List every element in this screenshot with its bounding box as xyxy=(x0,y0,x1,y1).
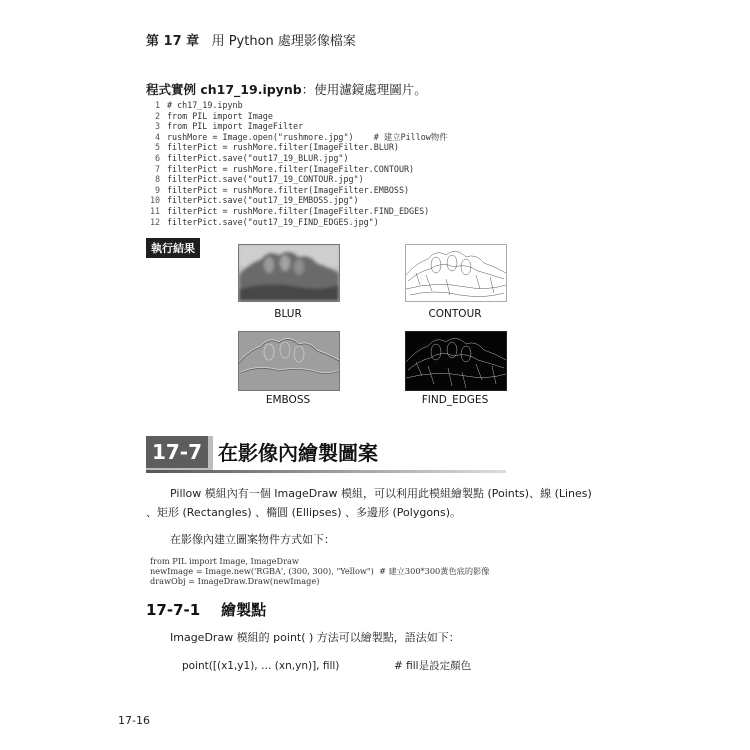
code-line xyxy=(150,217,448,228)
section-number: 17-7 xyxy=(146,436,213,472)
line-number: 8 xyxy=(154,174,160,185)
chapter-title: 用 Python 處理影像檔案 xyxy=(211,34,356,49)
code-line xyxy=(150,164,448,175)
line-number: 3 xyxy=(154,121,160,132)
code-text: filterPict = rushMore.filter(ImageFilter.EMBOSS) xyxy=(167,184,410,195)
code-snippet xyxy=(150,556,489,586)
subsection-heading xyxy=(146,599,266,620)
snippet-line: newImage = Image.new('RGBA', (300, 300), "Yellow") # 建立300*300黃色底的影像 xyxy=(150,566,490,576)
line-number: 2 xyxy=(154,110,160,121)
contour-image xyxy=(405,244,507,302)
snippet-line: drawObj = ImageDraw.Draw(newImage) xyxy=(150,576,320,586)
code-text: filterPict.save("out17_19_EMBOSS.jpg") xyxy=(167,195,359,206)
paragraph-1-line-1: Pillow 模組內有一個 ImageDraw 模組，可以利用此模組繪製點 (Points)、線 (Lines) xyxy=(170,487,592,500)
example-title: 程式實例 ch17_19.ipynb xyxy=(146,82,302,97)
code-text: from PIL import Image xyxy=(167,110,273,121)
page-header xyxy=(146,30,356,49)
example-heading xyxy=(146,80,427,98)
line-number: 6 xyxy=(154,152,160,163)
blur-caption: BLUR xyxy=(274,308,302,320)
emboss-caption: EMBOSS xyxy=(265,394,311,406)
code-text: filterPict.save("out17_19_BLUR.jpg") xyxy=(167,152,349,163)
code-text: filterPict = rushMore.filter(ImageFilter.FIND_EDGES) xyxy=(167,205,430,216)
paragraph-2: 在影像內建立圖案物件方式如下： xyxy=(170,533,335,546)
paragraph-3: ImageDraw 模組的 point( ) 方法可以繪製點，語法如下： xyxy=(170,631,460,644)
example-desc: ：使用濾鏡處理圖片。 xyxy=(301,82,427,97)
code-text: filterPict.save("out17_19_FIND_EDGES.jpg") xyxy=(167,216,379,227)
line-number: 7 xyxy=(154,163,160,174)
code-text: from PIL import ImageFilter xyxy=(167,121,304,132)
subsection-title: 繪製點 xyxy=(221,601,267,619)
blur-image xyxy=(238,244,340,302)
contour-caption: CONTOUR xyxy=(428,308,482,320)
line-number: 11 xyxy=(150,205,161,216)
code-line xyxy=(150,206,448,217)
paragraph-1-line-2: 、矩形 (Rectangles) 、橢圓 (Ellipses) 、多邊形 (Polygons)。 xyxy=(146,506,462,519)
line-number: 10 xyxy=(150,195,161,206)
code-line xyxy=(150,132,448,143)
emboss-image xyxy=(238,331,340,391)
page-number: 17-16 xyxy=(118,714,150,727)
section-title: 在影像內繪製圖案 xyxy=(218,441,378,465)
code-listing xyxy=(150,100,448,227)
code-line xyxy=(150,121,448,132)
code-text: rushMore = Image.open("rushmore.jpg") # 建立Pillow物件 xyxy=(167,131,448,142)
code-text: filterPict = rushMore.filter(ImageFilter.BLUR) xyxy=(167,142,399,153)
subsection-number: 17-7-1 xyxy=(146,601,201,619)
line-number: 9 xyxy=(154,184,160,195)
code-line xyxy=(150,111,448,122)
code-text: # ch17_19.ipynb xyxy=(167,100,243,110)
snippet-line: from PIL import Image, ImageDraw xyxy=(150,556,299,566)
line-number: 4 xyxy=(154,131,160,142)
code-line xyxy=(150,153,448,164)
code-text: filterPict.save("out17_19_CONTOUR.jpg") xyxy=(167,174,364,185)
line-number: 5 xyxy=(154,142,160,153)
line-number: 12 xyxy=(150,216,161,227)
code-line xyxy=(150,142,448,153)
code-line xyxy=(150,185,448,196)
result-tag: 執行結果 xyxy=(146,238,200,258)
find-edges-caption: FIND_EDGES xyxy=(421,394,489,406)
line-number: 1 xyxy=(154,100,160,110)
code-line xyxy=(150,174,448,185)
code-line xyxy=(150,100,448,111)
code-text: filterPict = rushMore.filter(ImageFilter.CONTOUR) xyxy=(167,163,415,174)
syntax-comment: # fill是設定顏色 xyxy=(394,660,472,672)
find-edges-image xyxy=(405,331,507,391)
code-line xyxy=(150,195,448,206)
syntax-code: point([(x1,y1), … (xn,yn)], fill) xyxy=(182,660,340,672)
chapter-number: 第 17 章 xyxy=(146,34,200,49)
section-rule xyxy=(146,470,506,473)
